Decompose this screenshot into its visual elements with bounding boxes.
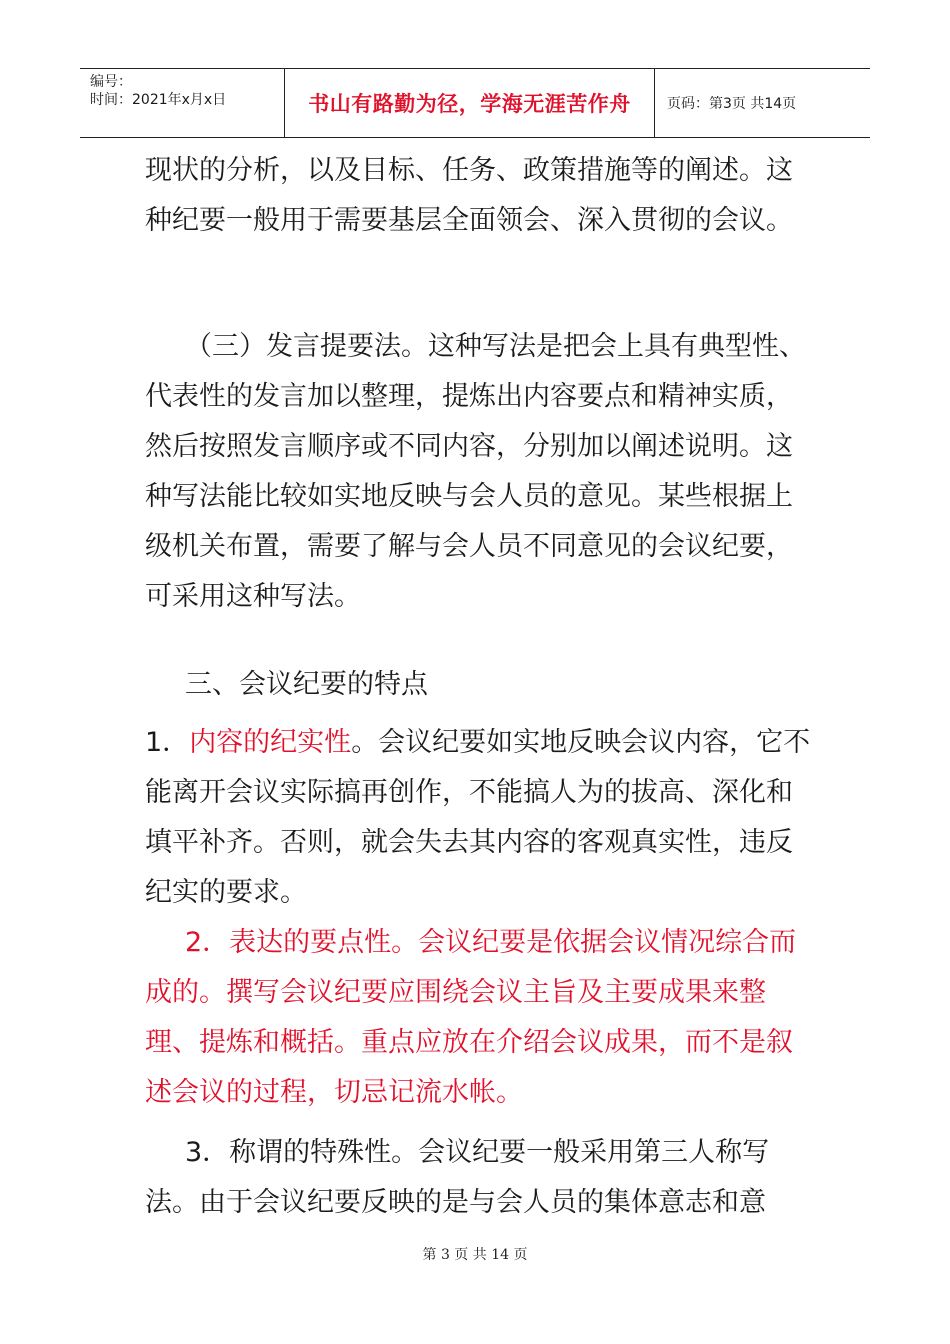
list-item-1 bbox=[145, 718, 815, 918]
page-header bbox=[80, 68, 870, 138]
section-heading-block bbox=[145, 660, 815, 710]
header-motto-cell bbox=[285, 69, 655, 137]
paragraph-text: 现状的分析，以及目标、任务、政策措施等的阐述。这种纪要一般用于需要基层全面领会、深入贯彻的会议。 bbox=[145, 155, 793, 236]
header-motto: 书山有路勤为径，学海无涯苦作舟 bbox=[308, 92, 631, 116]
item-number: 1． bbox=[145, 727, 190, 758]
item-text: 3．称谓的特殊性。会议纪要一般采用第三人称写法。由于会议纪要反映的是与会人员的集体意志和意 bbox=[145, 1137, 770, 1218]
item-title-highlight: 内容的纪实性 bbox=[189, 727, 352, 758]
header-page-cell bbox=[655, 69, 870, 137]
time-label: 时间：2021年x月x日 bbox=[90, 92, 227, 108]
item-text-highlight: 2．表达的要点性。会议纪要是依据会议情况综合而成的。撰写会议纪要应围绕会议主旨及主要成果来整理、提炼和概括。重点应放在介绍会议成果，而不是叙述会议的过程，切忌记流水帐。 bbox=[145, 927, 797, 1108]
page-footer: 第 3 页 共 14 页 bbox=[422, 1247, 528, 1263]
item-text: 。会议纪要如实地反映会议内容，它不能离开会议实际搞再创作，不能搞人为的拔高、深化和填平补齐。否则，就会失去其内容的客观真实性，违反纪实的要求。 bbox=[145, 727, 811, 908]
number-label: 编号： bbox=[90, 74, 132, 90]
paragraph-continuation bbox=[145, 146, 815, 246]
list-item-3 bbox=[145, 1128, 815, 1228]
header-meta-cell bbox=[80, 69, 285, 137]
paragraph-speech-summary bbox=[145, 322, 815, 622]
list-item-2 bbox=[145, 918, 815, 1118]
header-page-label: 页码：第3页 共14页 bbox=[667, 96, 797, 112]
section-heading: 三、会议纪要的特点 bbox=[185, 669, 428, 700]
paragraph-text: （三）发言提要法。这种写法是把会上具有典型性、代表性的发言加以整理，提炼出内容要点和精神实质，然后按照发言顺序或不同内容，分别加以阐述说明。这种写法能比较如实地反映与会人员的意见。某些根据上级机关布置，需要了解与会人员不同意见的会议纪要，可采用这种写法。 bbox=[145, 331, 806, 612]
